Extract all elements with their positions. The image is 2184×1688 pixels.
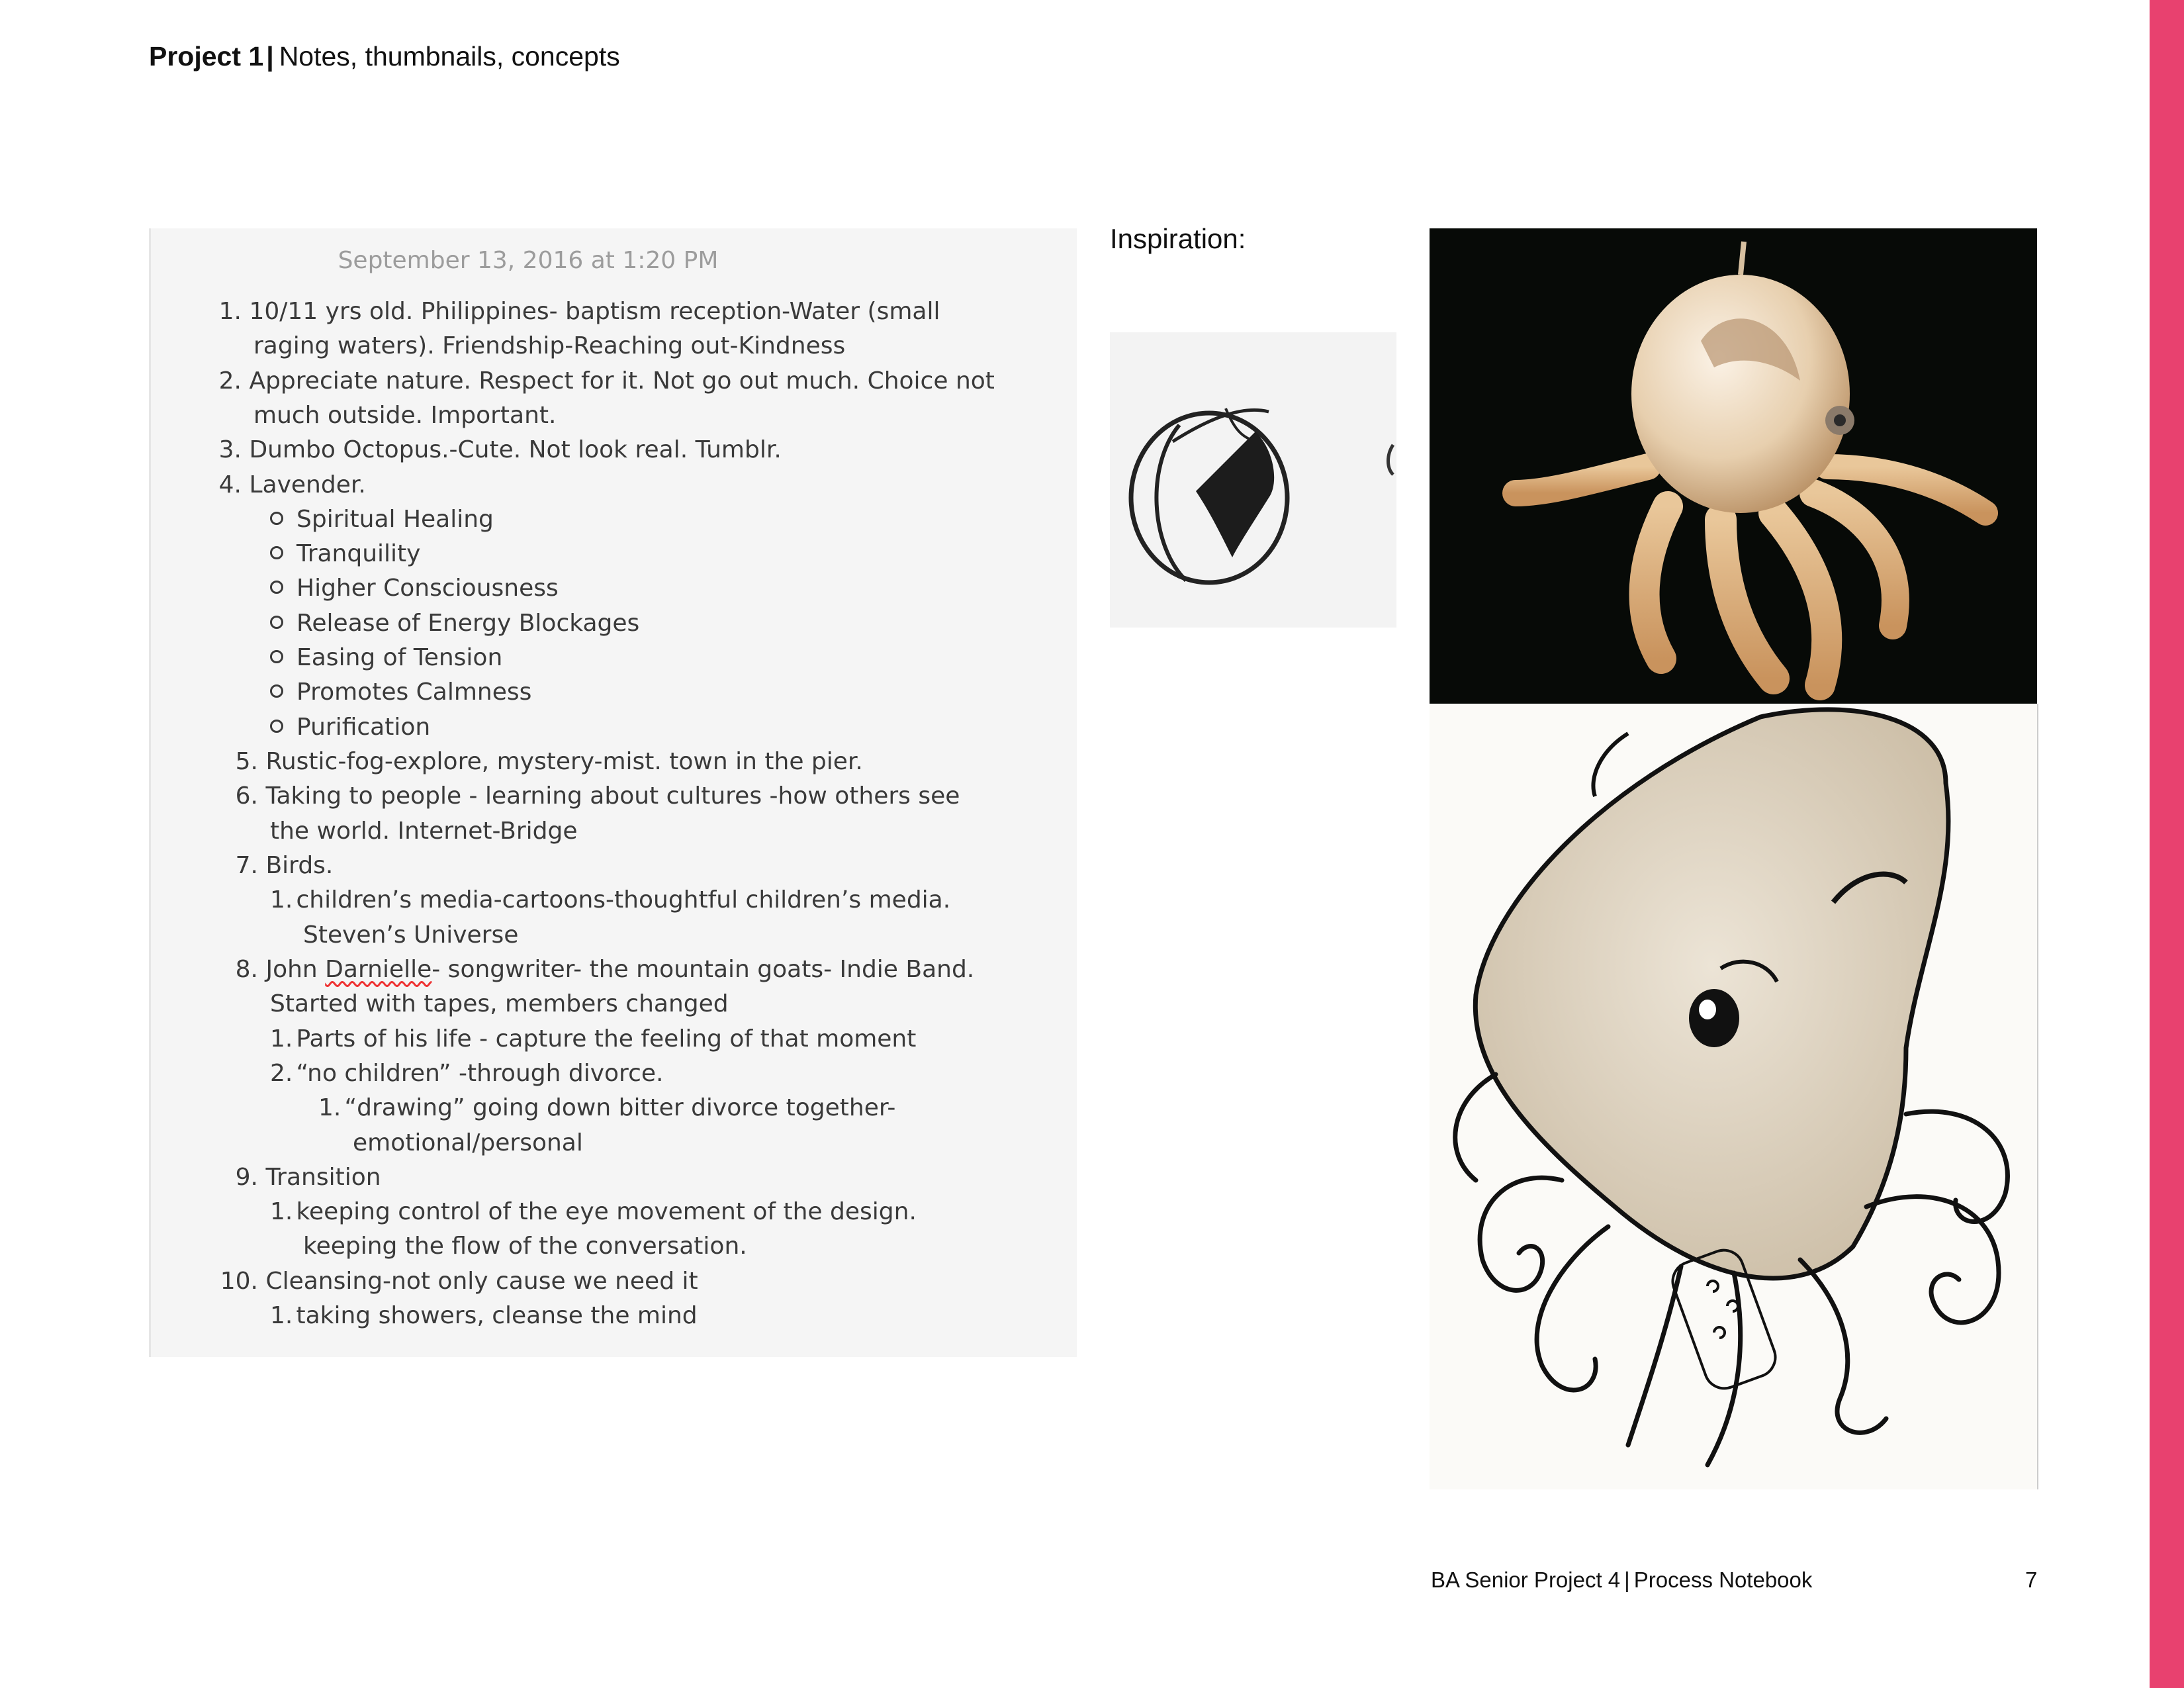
page-number: 7 [2025,1568,2038,1592]
note-line: 2. Appreciate nature. Respect for it. Not go out much. Choice not [218,367,995,395]
header-separator: | [266,41,274,71]
note-bullet-item: Higher Consciousness [270,571,559,606]
accent-side-bar [2150,0,2184,1688]
footer-notebook: Process Notebook [1633,1568,1813,1592]
note-bullet-item: Purification [270,710,430,745]
inspiration-label: Inspiration: [1110,223,1246,254]
note-line: keeping the flow of the conversation. [303,1233,747,1260]
note-line: much outside. Important. [253,402,557,429]
bullet-icon [270,720,283,733]
note-line: 2. “no children” -through divorce. [270,1060,664,1087]
notes-date: September 13, 2016 at 1:20 PM [338,247,719,274]
project-title: Project 1 [149,41,264,71]
bullet-icon [270,616,283,629]
dumbo-octopus-photo [1430,228,2037,704]
note-line: 3. Dumbo Octopus.-Cute. Not look real. Tumblr. [218,436,782,463]
note-line: the world. Internet-Bridge [270,818,578,845]
bullet-icon [270,546,283,559]
spellcheck-underlined-word: Darnielle [325,956,432,983]
note-line: emotional/personal [353,1129,583,1156]
footer-course: BA Senior Project 4 [1431,1568,1621,1592]
note-line: 10. Cleansing-not only cause we need it [220,1268,698,1295]
footer-separator: | [1624,1568,1630,1592]
page-header [149,41,620,72]
note-bullet-item: Easing of Tension [270,641,502,675]
note-line: 1. taking showers, cleanse the mind [270,1302,698,1329]
note-bullet-item: Spiritual Healing [270,502,494,537]
note-line: 9. Transition [235,1164,381,1191]
octopus-illustration [1430,704,2038,1489]
note-line: 6. Taking to people - learning about cultures -how others see [235,782,960,810]
note-line: raging waters). Friendship-Reaching out-Kindness [253,332,846,359]
thumbnail-sketch-image [1110,332,1396,628]
bullet-icon [270,684,283,698]
note-line: 5. Rustic-fog-explore, mystery-mist. town in the pier. [235,748,863,775]
note-line: 4. Lavender. [218,471,366,498]
note-bullet-item: Release of Energy Blockages [270,606,639,641]
page-subtitle: Notes, thumbnails, concepts [279,41,620,71]
note-line: Steven’s Universe [303,921,519,949]
bullet-icon [270,581,283,594]
note-bullet-item: Promotes Calmness [270,675,531,710]
note-line: 1. “drawing” going down bitter divorce together- [318,1094,896,1121]
note-line: 1. keeping control of the eye movement of the design. [270,1198,917,1225]
note-line: 1. Parts of his life - capture the feeling of that moment [270,1025,917,1053]
bullet-icon [270,650,283,663]
note-line: 7. Birds. [235,852,334,879]
note-line: 1. children’s media-cartoons-thoughtful children’s media. [270,886,951,914]
note-line: Started with tapes, members changed [270,990,729,1017]
note-bullet-item: Tranquility [270,537,420,571]
page-footer [1431,1568,1812,1593]
notes-screenshot [149,228,1077,1357]
note-line: 8. John Darnielle- songwriter- the mountain goats- Indie Band. [235,956,975,983]
note-line: 1. 10/11 yrs old. Philippines- baptism reception-Water (small [218,298,940,325]
bullet-icon [270,512,283,525]
